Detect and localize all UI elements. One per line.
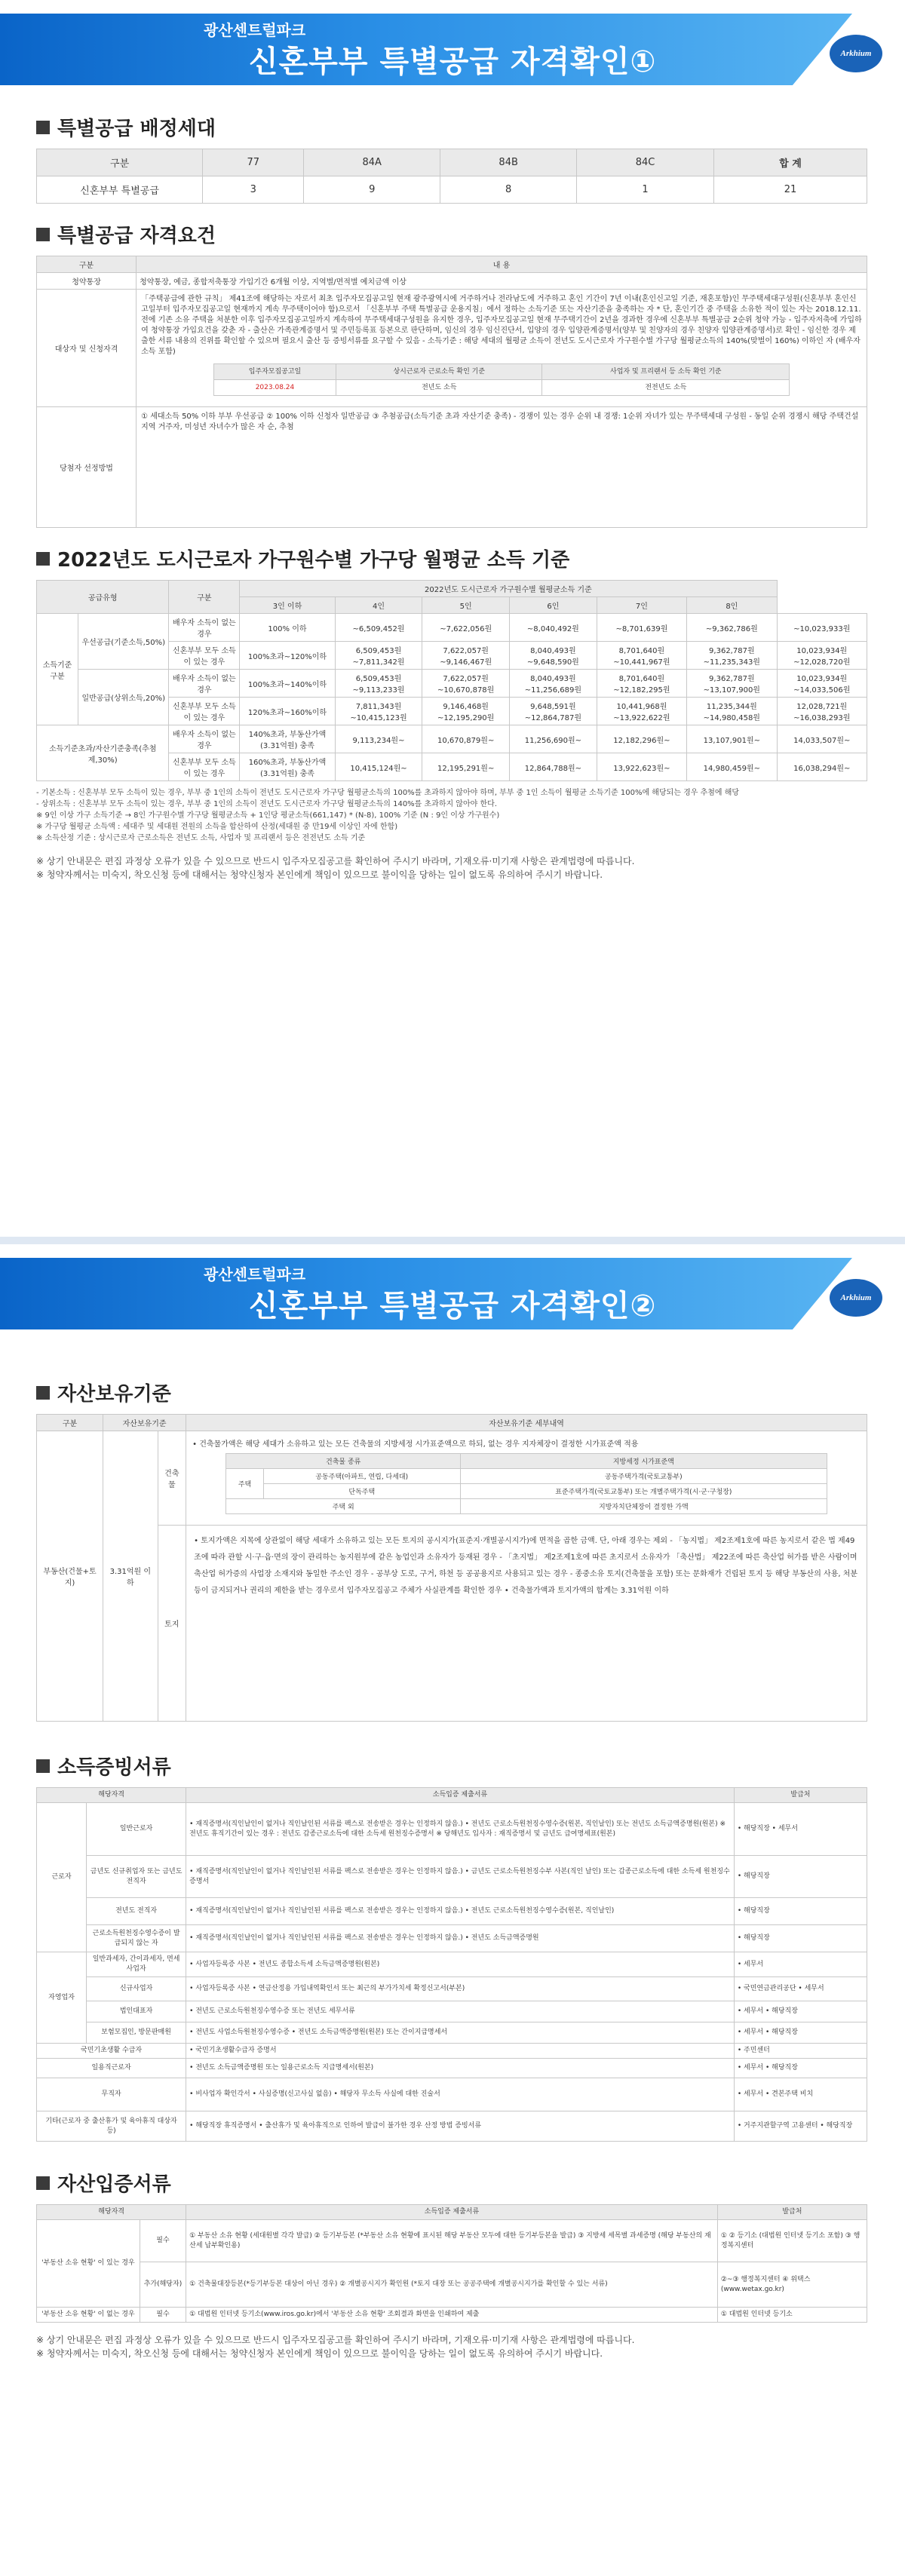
table-row: 근로소득원천징수영수증이 발급되지 않는 자 • 재직증명서(직인날인이 없거나 직인날인된 서류를 팩스로 전송받은 경우는 인정하지 않음.) • 전년도 소득금액증명원 • 해당직장 xyxy=(37,1925,867,1952)
building-type-table: 건축물 종류 지방세정 시가표준액 주택 공동주택(아파트, 연립, 다세대) 공동주택가격(국토교통부) 단독주택 표준주택가격(국토교통부) 또는 개별주택가격(시·군·구청장) 주택 외 지방자치단체장이 결정한 가액 xyxy=(225,1453,827,1514)
table-row: 신혼부부 모두 소득이 있는 경우 160%초과, 부동산가액(3.31억원) 충족 10,415,124원~ 12,195,291원~ 12,864,788원~ 13,922,623원~ 14,980,459원~ 16,038,294원~ xyxy=(37,753,867,781)
table-row: 일용직근로자 • 전년도 소득금액증명원 또는 일용근로소득 지급명세서(원본) • 세무서 • 해당직장 xyxy=(37,2059,867,2078)
section-title: 자산입증서류 xyxy=(36,2169,867,2197)
requirements-table: 구분 내 용 청약통장 청약통장, 예금, 종합저축통장 가입기간 6개월 이상, 지역별/면적별 예치금액 이상 대상자 및 신청자격 「주택공급에 관한 규칙」 제41조에 해당하는 자로서 최초 입주자모집공고일 현재 광주광역시에 거주하거나 전라남도에 거주하고 혼인 기간이 7년 이내(혼인신고일 기준, 재혼포함)인 무주택세대구성원(신혼부부 혼인신고일부터 입주자모집공고일 현재까지 계속 무주택이어야 함)으로서 「신혼부부 주택 특별공급 운용지침」에서 정하는 소득기준 또는 자산기준을 충족하는 자 * 단, 혼인기간 중 주택을 소유한 적이 있는 자는 2018.12.11. 전에 기존 소유 주택을 처분한 이후 입주자모집공고일까지 계속하여 무주택세대구성원을 유지한 경우, 입주자모집공고일 현재 무주택기간이 2년을 경과한 경우에 신혼부부 특별공급 2순위 청약 가능 - 입주자저축에 가입하여 청약통장 가입요건을 갖춘 자 - 출산은 가족관계증명서 및 주민등록표 등본으로 판단하며, 임신의 경우 임신진단서, 입양의 경우 입양관계증명서(양부 및 친양자의 경우 친양자 입양관계증명서)로 확인 - 임신한 경우 제출한 서류 내용의 진위를 확인할 수 있으며 필요시 출산 등 증빙서류를 요구할 수 있음 - 소득기준 : 해당 세대의 월평균 소득이 전년도 도시근로자 가구원수별 가구당 월평균소득의 140%(맞벌이 160%) 이하인 자 (배우자 소득 포함) 입주자모집공고일 상시근로자 근로소득 확인 기준 사업자 및 프리랜서 등 소득 확인 기준 2023.08.24 전년도 소득 전전년도 소득 당첨자 선정방법 ① 세대소득 50% 이하 부부 우선공급 ② 100% 이하 신청자 일반공급 ③ 추첨공급(소득기준 초과 자산기준 충족) - 경쟁이 있는 경우 순위 내 경쟁: 1순위 자녀가 있는 무주택세대 구성원 - 동일 순위 경쟁시 해당 주택건설지역 거주자, 미성년 자녀수가 많은 자 순, 추첨 xyxy=(36,256,867,528)
table-row: 법인대표자 • 전년도 근로소득원천징수영수증 또는 전년도 세무서류 • 세무서 • 해당직장 xyxy=(37,2001,867,2022)
table-row: 금년도 신규취업자 또는 금년도 전직자 • 재직증명서(직인날인이 없거나 직인날인된 서류를 팩스로 전송받은 경우는 인정하지 않음.) • 금년도 근로소득원천징수부 사본(직인 날인) 또는 갑종근로소득에 대한 소득세 원천징수증명서 • 해당직장 xyxy=(37,1856,867,1898)
allocation-table: 구분 77 84A 84B 84C 합 계 신혼부부 특별공급 3 9 8 1 21 xyxy=(36,149,867,204)
brand-name: 광산센트럴파크 xyxy=(204,21,306,39)
page-2-header xyxy=(0,1244,905,1341)
section-title: 특별공급 자격요건 xyxy=(36,220,867,248)
table-row: '부동산 소유 현황' 이 없는 경우 필수 ① 대법원 인터넷 등기소(www.iros.go.kr)에서 '부동산 소유 현황' 조회결과 화면을 인쇄하여 제출 ① 대법원 인터넷 등기소 xyxy=(37,2308,867,2323)
announce-date-table: 입주자모집공고일 상시근로자 근로소득 확인 기준 사업자 및 프리랜서 등 소득 확인 기준 2023.08.24 전년도 소득 전전년도 소득 xyxy=(213,363,790,396)
square-bullet-icon xyxy=(36,121,50,134)
section-title: 소득증빙서류 xyxy=(36,1752,867,1780)
table-row: 신혼부부 모두 소득이 있는 경우 120%초과~160%이하 7,811,343원~10,415,123원 9,146,468원~12,195,290원 9,648,591원~12,864,787원 10,441,968원~13,922,622원 11,235,344원~14,980,458원 12,028,721원~16,038,293원 xyxy=(37,698,867,725)
table-row: 신혼부부 모두 소득이 있는 경우 100%초과~120%이하 6,509,453원~7,811,342원 7,622,057원~9,146,467원 8,040,493원~9,648,590원 8,701,640원~10,441,967원 9,362,787원~11,235,343원 10,023,934원~12,028,720원 xyxy=(37,642,867,670)
asset-docs-table: 해당자격 소득입증 제출서류 발급처 '부동산 소유 현황' 이 있는 경우 필수 ① 부동산 소유 현황 (세대원별 각각 발급) ② 등기부등본 (*부동산 소유 현황에 표시된 해당 부동산 모두에 대한 등기부등본을 발급) ③ 지방세 세목별 과세증명 (해당 부동산의 재산세 납부확인용) ① ② 등기소 (대법원 인터넷 등기소 포함) ③ 행정복지센터 추가(해당자) ① 건축물대장등본(*등기부등본 대상이 아닌 경우) ② 개별공시지가 확인원 (*토지 대장 또는 공공주택에 개별공시지가를 확인할 수 있는 서류) ②~③ 행정복지센터 ④ 위택스(www.wetax.go.kr) '부동산 소유 현황' 이 없는 경우 필수 ① 대법원 인터넷 등기소(www.iros.go.kr)에서 '부동산 소유 현황' 조회결과 화면을 인쇄하여 제출 ① 대법원 인터넷 등기소 xyxy=(36,2204,867,2323)
page-title: 신혼부부 특별공급 자격확인① xyxy=(249,44,657,79)
table-row: 소득기준구분 우선공급(기준소득,50%) 배우자 소득이 없는 경우 100% 이하 ~6,509,452원 ~7,622,056원 ~8,040,492원 ~8,701,639원 ~9,362,786원 ~10,023,933원 xyxy=(37,614,867,642)
square-bullet-icon xyxy=(36,1386,50,1400)
table-row: 무직자 • 비사업자 확인각서 • 사실증명(신고사실 없음) • 해당자 무소득 사실에 대한 진술서 • 세무서 • 견본주택 비치 xyxy=(37,2078,867,2111)
square-bullet-icon xyxy=(36,2176,50,2190)
square-bullet-icon xyxy=(36,1759,50,1773)
table-row: 전년도 전직자 • 재직증명서(직인날인이 없거나 직인날인된 서류를 팩스로 전송받은 경우는 인정하지 않음.) • 전년도 근로소득원천징수영수증(원본, 직인날인) • 해당직장 xyxy=(37,1898,867,1925)
square-bullet-icon xyxy=(36,228,50,241)
income-docs-table: 해당자격 소득입증 제출서류 발급처 근로자 일반근로자 • 재직증명서(직인날인이 없거나 직인날인된 서류를 팩스로 전송받은 경우는 인정하지 않음.) • 전년도 근로소득원천징수영수증(원본, 직인날인) 또는 전년도 소득금액증명원(원본) ※ 전년도 휴직기간이 있는 경우 : 전년도 갑종근로소득에 대한 소득세 원천징수증명서 ※ 당해년도 입사자 : 재직증명서 및 금년도 급여명세표(원본) • 해당직장 • 세무서 금년도 신규취업자 또는 금년도 전직자 • 재직증명서(직인날인이 없거나 직인날인된 서류를 팩스로 전송받은 경우는 인정하지 않음.) • 금년도 근로소득원천징수부 사본(직인 날인) 또는 갑종근로소득에 대한 소득세 원천징수증명서 • 해당직장 전년도 전직자 • 재직증명서(직인날인이 없거나 직인날인된 서류를 팩스로 전송받은 경우는 인정하지 않음.) • 전년도 근로소득원천징수영수증(원본, 직인날인) • 해당직장 근로소득원천징수영수증이 발급되지 않는 자 • 재직증명서(직인날인이 없거나 직인날인된 서류를 팩스로 전송받은 경우는 인정하지 않음.) • 전년도 소득금액증명원 • 해당직장 자영업자 일반과세자, 간이과세자, 면세사업자 • 사업자등록증 사본 • 전년도 종합소득세 소득금액증명원(원본) • 세무서 신규사업자 • 사업자등록증 사본 • 연금산정용 가입내역확인서 또는 최근의 부가가치세 확정신고서(부본) • 국민연금관리공단 • 세무서 법인대표자 • 전년도 근로소득원천징수영수증 또는 전년도 세무서류 • 세무서 • 해당직장 보험모집인, 방문판매원 • 전년도 사업소득원천징수영수증 • 전년도 소득금액증명원(원본) 또는 간이지급명세서 • 세무서 • 해당직장 국민기초생활 수급자 • 국민기초생활수급자 증명서 • 주민센터 일용직근로자 • 전년도 소득금액증명원 또는 일용근로소득 지급명세서(원본) • 세무서 • 해당직장 무직자 • 비사업자 확인각서 • 사실증명(신고사실 없음) • 해당자 무소득 사실에 대한 진술서 • 세무서 • 견본주택 비치 기타(근로자 중 출산휴가 및 육아휴직 대상자 등) • 해당직장 휴직증명서 • 출산휴가 및 육아휴직으로 인하여 발급이 불가한 경우 산정 방법 증빙서류 • 거주지관할구역 고용센터 • 해당직장 xyxy=(36,1787,867,2142)
page-1-header xyxy=(0,0,905,97)
table-row: 국민기초생활 수급자 • 국민기초생활수급자 증명서 • 주민센터 xyxy=(37,2044,867,2059)
section-title: 특별공급 배정세대 xyxy=(36,113,867,141)
table-row: 신규사업자 • 사업자등록증 사본 • 연금산정용 가입내역확인서 또는 최근의 부가가치세 확정신고서(부본) • 국민연금관리공단 • 세무서 xyxy=(37,1977,867,2001)
table-row: 보험모집인, 방문판매원 • 전년도 사업소득원천징수영수증 • 전년도 소득금액증명원(원본) 또는 간이지급명세서 • 세무서 • 해당직장 xyxy=(37,2022,867,2044)
table-row: 자영업자 일반과세자, 간이과세자, 면세사업자 • 사업자등록증 사본 • 전년도 종합소득세 소득금액증명원(원본) • 세무서 xyxy=(37,1952,867,1977)
logo-icon: Arkhium xyxy=(830,1279,882,1317)
section-title: 2022년도 도시근로자 가구원수별 가구당 월평균 소득 기준 xyxy=(36,544,867,572)
page-2 xyxy=(0,1244,905,2576)
page-divider xyxy=(0,1237,905,1244)
page-title: 신혼부부 특별공급 자격확인② xyxy=(249,1289,657,1323)
table-row: 기타(근로자 중 출산휴가 및 육아휴직 대상자 등) • 해당직장 휴직증명서 • 출산휴가 및 육아휴직으로 인하여 발급이 불가한 경우 산정 방법 증빙서류 • 거주지관할구역 고용센터 • 해당직장 xyxy=(37,2111,867,2142)
asset-table: 구분 자산보유기준 자산보유기준 세부내역 부동산(건물+토지) 3.31억원 이하 건축물 • 건축물가액은 해당 세대가 소유하고 있는 모든 건축물의 지방세정 시가표준액으로 하되, 없는 경우 지자체장이 결정한 시가표준액 적용 건축물 종류 지방세정 시가표준액 주택 공동주택(아파트, 연립, 다세대) 공동주택가격(국토교통부) 단독주택 표준주택가격(국토교통부) 또는 개별주택가격(시·군·구청장) 주택 외 지방자치단체장이 결정한 가액 토지 • 토지가액은 지목에 상관없이 해당 세대가 소유하고 있는 모든 토지의 공시지가(표준지·개별공시지가)에 면적을 곱한 금액. 단, 아래 경우는 제외 - 「농지법」 제2조제1호에 따른 농지로서 같은 법 제49조에 따라 관할 시·구·읍·면의 장이 관리하는 농지원부에 같은 농업인과 소유자가 등재된 경우 - 「초지법」 제2조제1호에 따른 초지로서 소유자가 「축산법」 제22조에 따른 축산업 허가를 받은 사람이며 축산업 허가증의 사업장 소재지와 동일한 주소인 경우 - 공부상 도로, 구거, 하천 등 공공용지로 사용되고 있는 경우 - 종중소유 토지(건축물을 포함) 또는 문화재가 건립된 토지 등 해당 부동산의 사용, 처분 등이 금지되거나 권리의 제한을 받는 경우로서 입주자모집공고 주체가 사실관계를 확인한 경우 • 건축물가액과 토지가액의 합계는 3.31억원 이하 xyxy=(36,1414,867,1722)
disclaimer: ※ 상기 안내문은 편집 과정상 오류가 있을 수 있으므로 반드시 입주자모집공고를 확인하여 주시기 바라며, 기재오류·미기재 사항은 관계법령에 따릅니다. ※ 청약자께서는 미숙지, 착오신청 등에 대해서는 청약신청자 본인에게 책임이 있으므로 불이익을 당하는 일이 없도록 유의하여 주시기 바랍니다. xyxy=(36,2335,635,2359)
income-table: 공급유형 구분 2022년도 도시근로자 가구원수별 월평균소득 기준 3인 이하 4인 5인 6인 7인 8인 소득기준구분 우선공급(기준소득,50%) 배우자 소득이 없는 경우 100% 이하 ~6,509,452원 ~7,622,056원 ~8,040,492원 ~8,701,639원 ~9,362,786원 ~10,023,933원 신혼부부 모두 소득이 있는 경우 100%초과~120%이하 6,509,453원~7,811,342원 7,622,057원~9,146,467원 8,040,493원~9,648,590원 8,701,640원~10,441,967원 9,362,787원~11,235,343원 10,023,934원~12,028,720원 일반공급(상위소득,20%) 배우자 소득이 없는 경우 100%초과~140%이하 6,509,453원~9,113,233원 7,622,057원~10,670,878원 8,040,493원~11,256,689원 8,701,640원~12,182,295원 9,362,787원~13,107,900원 10,023,934원~14,033,506원 신혼부부 모두 소득이 있는 경우 120%초과~160%이하 7,811,343원~10,415,123원 9,146,468원~12,195,290원 9,648,591원~12,864,787원 10,441,968원~13,922,622원 11,235,344원~14,980,458원 12,028,721원~16,038,293원 소득기준초과/자산기준충족(추첨제,30%) 배우자 소득이 없는 경우 140%초과, 부동산가액(3.31억원) 충족 9,113,234원~ 10,670,879원~ 11,256,690원~ 12,182,296원~ 13,107,901원~ 14,033,507원~ 신혼부부 모두 소득이 있는 경우 160%초과, 부동산가액(3.31억원) 충족 10,415,124원~ 12,195,291원~ 12,864,788원~ 13,922,623원~ 14,980,459원~ 16,038,294원~ xyxy=(36,580,867,781)
table-row: '부동산 소유 현황' 이 있는 경우 필수 ① 부동산 소유 현황 (세대원별 각각 발급) ② 등기부등본 (*부동산 소유 현황에 표시된 해당 부동산 모두에 대한 등기부등본을 발급) ③ 지방세 세목별 과세증명 (해당 부동산의 재산세 납부확인용) ① ② 등기소 (대법원 인터넷 등기소 포함) ③ 행정복지센터 xyxy=(37,2220,867,2262)
disclaimer: ※ 상기 안내문은 편집 과정상 오류가 있을 수 있으므로 반드시 입주자모집공고를 확인하여 주시기 바라며, 기재오류·미기재 사항은 관계법령에 따릅니다. ※ 청약자께서는 미숙지, 착오신청 등에 대해서는 청약신청자 본인에게 책임이 있으므로 불이익을 당하는 일이 없도록 유의하여 주시기 바랍니다. xyxy=(36,856,635,880)
square-bullet-icon xyxy=(36,552,50,566)
section-title: 자산보유기준 xyxy=(36,1378,867,1406)
brand-name: 광산센트럴파크 xyxy=(204,1265,306,1283)
table-row: 추가(해당자) ① 건축물대장등본(*등기부등본 대상이 아닌 경우) ② 개별공시지가 확인원 (*토지 대장 또는 공공주택에 개별공시지가를 확인할 수 있는 서류) ②~③ 행정복지센터 ④ 위택스(www.wetax.go.kr) xyxy=(37,2262,867,2308)
logo-icon: Arkhium xyxy=(830,35,882,72)
page-1 xyxy=(0,0,905,1237)
table-row: 소득기준초과/자산기준충족(추첨제,30%) 배우자 소득이 없는 경우 140%초과, 부동산가액(3.31억원) 충족 9,113,234원~ 10,670,879원~ 11,256,690원~ 12,182,296원~ 13,107,901원~ 14,033,507원~ xyxy=(37,725,867,753)
table-row: 일반공급(상위소득,20%) 배우자 소득이 없는 경우 100%초과~140%이하 6,509,453원~9,113,233원 7,622,057원~10,670,878원 8,040,493원~11,256,689원 8,701,640원~12,182,295원 9,362,787원~13,107,900원 10,023,934원~14,033,506원 xyxy=(37,670,867,698)
table-row: 근로자 일반근로자 • 재직증명서(직인날인이 없거나 직인날인된 서류를 팩스로 전송받은 경우는 인정하지 않음.) • 전년도 근로소득원천징수영수증(원본, 직인날인) 또는 전년도 소득금액증명원(원본) ※ 전년도 휴직기간이 있는 경우 : 전년도 갑종근로소득에 대한 소득세 원천징수증명서 ※ 당해년도 입사자 : 재직증명서 및 금년도 급여명세표(원본) • 해당직장 • 세무서 xyxy=(37,1803,867,1856)
income-notes: - 기본소득 : 신혼부부 모두 소득이 있는 경우, 부부 중 1인의 소득이 전년도 도시근로자 가구당 월평균소득의 100%를 초과하지 않아야 하며, 부부 중 1인 소득이 월평균 소득기준 100%에 해당되는 경우 추첨에 해당 - 상위소득 : 신혼부부 모두 소득이 있는 경우, 부부 중 1인의 소득이 전년도 도시근로자 가구당 월평균소득의 140%를 초과하지 않아야 한다. ※ 9인 이상 가구 소득기준 → 8인 가구원수별 가구당 월평균소득 + 1인당 평균소득(661,147) * (N-8), 100% 기준 (N : 9인 이상 가구원수) ※ 가구당 월평균 소득액 : 세대주 및 세대원 전원의 소득을 합산하여 산정(세대원 중 만19세 이상인 자에 한함) ※ 소득산정 기준 : 상시근로자 근로소득은 전년도 소득, 사업자 및 프리랜서 등은 전전년도 소득 기준 xyxy=(36,789,740,842)
